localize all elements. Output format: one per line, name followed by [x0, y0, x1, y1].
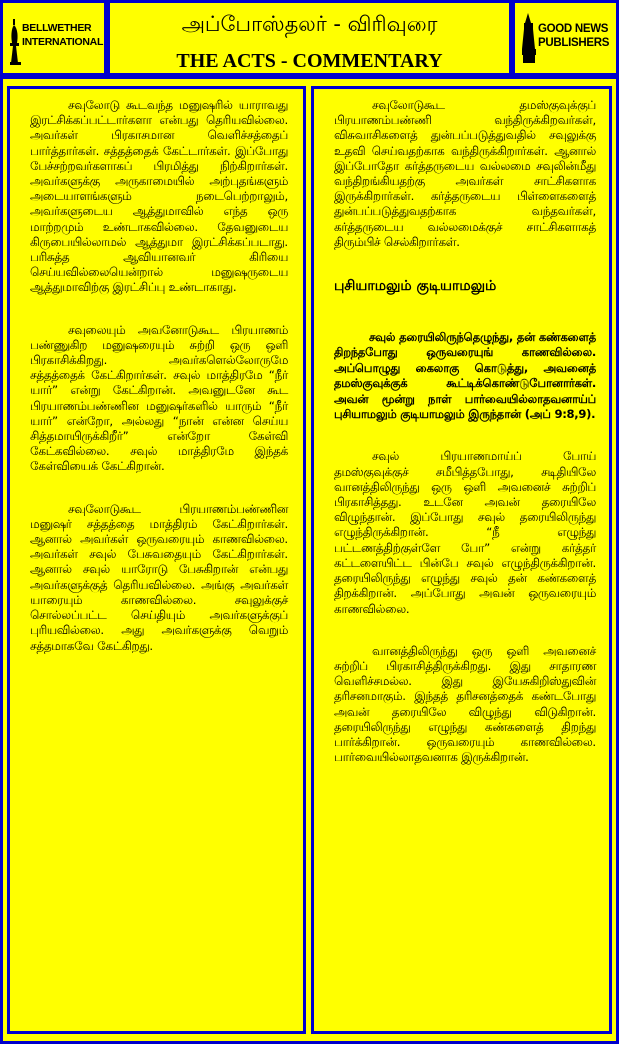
right-paragraph-1: சவுல் பிரயாணமாய்ப் போய் தமஸ்குவுக்குச் சமீபித்தபோது, சடிதியிலே வானத்திலிருந்து ஒரு ஒளி அவனைச் சுற்றிப் பிரகாசித்தது. உடனே அவன் தரையிலே விழுந்தான். இப்போது சவுல் தரையிலிருந்து எழுந்திருக்கிறான். “நீ எழுந்து பட்டணத்திற்குள்ளே போ” என்று கர்த்தர் கட்டளையிட்ட பின்பே சவுல் எழுந்திருக்கிறான். தரையிலிருந்து எழுந்து சவுல் தன் கண்களைத் திறக்கிறான். அப்போது அவன் ஒருவரையும் காணவில்லை.: [334, 449, 596, 616]
left-paragraph-3: சவுலோடுகூட பிரயாணம்பண்ணின மனுஷர் சத்தத்தை மாத்திரம் கேட்கிறார்கள். ஆனால் அவர்கள் ஒருவரையும் காணவில்லை. அவர்கள் சவுல் பேசுவதையும் கேட்கிறார்கள். ஆனால் சவுல் யாரோடு பேசுகிறான் என்பது அவர்களுக்குத் தெரியவில்லை. அங்கு அவர்கள் யாரையும் காணவில்லை. சவுலுக்குச் சொல்லப்பட்ட செய்தியும் அவர்களுக்குப் புரியவில்லை. அது அவர்களுக்கு வெறும் சத்தமாகவே கேட்கிறது.: [30, 501, 288, 653]
section-subheading: புசியாமலும் குடியாமலும்: [334, 278, 497, 295]
scripture-quote: சவுல் தரையிலிருந்தெழுந்து, தன் கண்களைத் திறந்தபோது ஒருவரையுங் காணவில்லை. அப்பொழுது கைலாகு கொடுத்து, அவனைத் தமஸ்குவுக்குக் கூட்டிக்கொண்டுபோனார்கள். அவன் மூன்று நாள் பார்வையில்லாதவனாய்ப் புசியாமலும் குடியாமலும் இருந்தான் (அப் 9:8,9).: [334, 330, 596, 422]
left-paragraph-2: சவுலையும் அவனோடுகூட பிரயாணம் பண்ணுகிற மனுஷரையும் சுற்றி ஒரு ஒளி பிரகாசிக்கிறது. அவர்களெல்லோருமே சத்தத்தைக் கேட்கிறார்கள். சவுல் மாத்திரமே “நீர் யார்” என்று கேட்கிறான். அவனுடனே கூட பிரயாணம்பண்ணின மனுஷர்களில் யாரும் “நீர் யார்” என்றோ, அல்லது “நான் என்ன செய்ய சித்தமாயிருக்கிறீர்” என்றோ கேள்வி கேட்கவில்லை. சவுல் மாத்திரமே இந்தக் கேள்வியைக் கேட்கிறான்.: [30, 322, 288, 474]
left-column: [7, 86, 306, 1034]
right-logo-line-1: GOOD NEWS: [538, 23, 609, 35]
right-paragraph-2: வானத்திலிருந்து ஒரு ஒளி அவனைச் சுற்றிப் பிரகாசித்திருக்கிறது. இது சாதாரண வெளிச்சமல்ல. இது இயேசுகிறிஸ்துவின் தரிசனமாகும். இந்தத் தரிசனத்தைக் கண்டபோது அவன் தரையிலே விழுந்து விடுகிறான். தரையிலிருந்து எழுந்து கண்களைத் திறந்து பார்க்கிறான். ஒருவரையும் காணவில்லை. பார்வையில்லாதவனாக இருக்கிறான்.: [334, 643, 596, 765]
title-tamil: அப்போஸ்தலர் - விரிவுரை: [181, 12, 438, 36]
title-english: THE ACTS - COMMENTARY: [176, 50, 443, 72]
right-logo-box: [512, 0, 619, 76]
left-logo-box: [0, 0, 107, 76]
right-column: [311, 86, 612, 1034]
left-paragraph-1: சவுலோடு கூடவந்த மனுஷரில் யாராவது இரட்சிக்கப்பட்டார்களா என்பது தெரியவில்லை. அவர்கள் பிரகாசமான வெளிச்சத்தைப் பார்த்தார்கள். சத்தத்தைக் கேட்டார்கள். இப்போது பேச்சற்றவர்களாகப் பிரமித்து நிற்கிறார்கள். அவர்களுக்கு அருகாமையில் அற்புதங்களும் அடையாளங்களும் நடைபெற்றாலும், அவர்களுடைய ஆத்துமாவில் எந்த ஒரு மாற்றமும் உண்டாகவில்லை. தேவனுடைய கிருபையில்லாமல் ஆத்துமா இரட்சிக்கப்படாது. பரிசுத்த ஆவியானவர் கிரியை செய்யவில்லையென்றால் மனுஷருடைய ஆத்துமாவிற்கு இரட்சிப்பு உண்டாகாது.: [30, 98, 288, 295]
left-logo-line-2: INTERNATIONAL: [22, 36, 104, 48]
left-logo-line-1: BELLWETHER: [22, 22, 92, 34]
header-title-box: [107, 0, 512, 76]
right-intro-paragraph: சவுலோடுகூட தமஸ்குவுக்குப் பிரயாணம்பண்ணி வந்திருக்கிறவர்கள், விசுவாசிகளைத் துன்பப்படுத்துவதில் சவுலுக்கு உதவி செய்வதற்காக வந்திருக்கிறார்கள். ஆனால் இப்போதோ கர்த்தருடைய வல்லமை சவுலின்மீது வந்திறங்கியதற்கு அவர்கள் சாட்சிகளாக இருக்கிறார்கள். கர்த்தருடைய பிள்ளைகளைத் துன்பப்படுத்துவதற்காக வந்தவர்கள், கர்த்தருடைய வல்லமைக்குச் சாட்சிகளாகத் திரும்பிச் செல்கிறார்கள்.: [334, 98, 596, 249]
right-logo-line-2: PUBLISHERS: [538, 37, 610, 49]
